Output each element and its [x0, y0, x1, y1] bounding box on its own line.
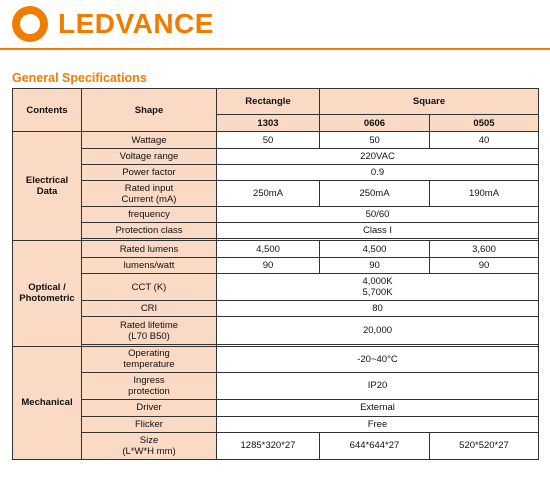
lumens-0505: 3,600 — [430, 241, 539, 258]
label-rated-lumens: Rated lumens — [82, 241, 217, 258]
size-0505: 520*520*27 — [430, 432, 539, 459]
model-0606: 0606 — [320, 115, 430, 132]
model-0505: 0505 — [430, 115, 539, 132]
cri-value: 80 — [217, 301, 539, 317]
power-factor-value: 0.9 — [217, 165, 539, 181]
ledvance-logo-icon — [12, 6, 48, 42]
rated-input-1303: 250mA — [217, 181, 320, 207]
label-driver: Driver — [82, 399, 217, 416]
spec-table — [12, 88, 539, 460]
operating-temp-value: -20~40°C — [217, 346, 539, 372]
cct-value-2: 5,700K — [362, 287, 393, 299]
driver-value: External — [217, 399, 539, 416]
label-rated-input-line2: Current (mA) — [121, 193, 177, 205]
ingress-value: IP20 — [217, 372, 539, 399]
label-operating-temp — [82, 346, 217, 372]
label-frequency: frequency — [82, 207, 217, 223]
lumens-watt-0505: 90 — [430, 258, 539, 274]
label-protection-class: Protection class — [82, 223, 217, 239]
label-lumens-watt: lumens/watt — [82, 258, 217, 274]
label-cri: CRI — [82, 301, 217, 317]
wattage-0606: 50 — [320, 132, 430, 149]
rated-input-0505: 190mA — [430, 181, 539, 207]
header-square: Square — [320, 89, 539, 115]
label-ingress — [82, 372, 217, 399]
label-size-line2: (L*W*H mm) — [122, 445, 176, 457]
label-ingress-line1: Ingress — [133, 374, 165, 386]
label-operating-temp-line1: Operating — [128, 348, 170, 360]
label-ingress-line2: protection — [128, 385, 170, 397]
group-electrical: Electrical Data — [13, 132, 82, 241]
label-rated-lifetime-line1: Rated lifetime — [119, 319, 179, 331]
model-1303: 1303 — [217, 115, 320, 132]
header-shape: Shape — [82, 89, 217, 132]
cct-value-1: 4,000K — [362, 276, 393, 288]
wattage-0505: 40 — [430, 132, 539, 149]
label-size-line1: Size — [139, 434, 159, 446]
group-optical: Optical / Photometric — [13, 241, 82, 346]
flicker-value: Free — [217, 416, 539, 432]
group-mechanical: Mechanical — [13, 346, 82, 459]
size-1303: 1285*320*27 — [217, 432, 320, 459]
brand-name: LEDVANCE — [58, 8, 214, 39]
cct-value — [217, 274, 539, 301]
header — [0, 0, 550, 52]
section-title: General Specifications — [12, 71, 147, 85]
voltage-value: 220VAC — [217, 149, 539, 165]
label-rated-lifetime — [82, 317, 217, 344]
lumens-watt-0606: 90 — [320, 258, 430, 274]
lumens-watt-1303: 90 — [217, 258, 320, 274]
label-wattage: Wattage — [82, 132, 217, 149]
label-size — [82, 432, 217, 459]
header-rule — [0, 48, 550, 50]
header-contents: Contents — [13, 89, 82, 132]
lumens-0606: 4,500 — [320, 241, 430, 258]
label-rated-input — [82, 181, 217, 207]
label-operating-temp-line2: temperature — [123, 359, 175, 371]
lumens-1303: 4,500 — [217, 241, 320, 258]
label-voltage: Voltage range — [82, 149, 217, 165]
label-flicker: Flicker — [82, 416, 217, 432]
label-power-factor: Power factor — [82, 165, 217, 181]
size-0606: 644*644*27 — [320, 432, 430, 459]
frequency-value: 50/60 — [217, 207, 539, 223]
wattage-1303: 50 — [217, 132, 320, 149]
label-cct: CCT (K) — [82, 274, 217, 301]
header-rectangle: Rectangle — [217, 89, 320, 115]
rated-lifetime-value: 20,000 — [217, 317, 539, 344]
rated-input-0606: 250mA — [320, 181, 430, 207]
label-rated-lifetime-line2: (L70 B50) — [128, 330, 170, 342]
label-rated-input-line1: Rated input — [124, 182, 174, 194]
protection-class-value: Class I — [217, 223, 539, 239]
